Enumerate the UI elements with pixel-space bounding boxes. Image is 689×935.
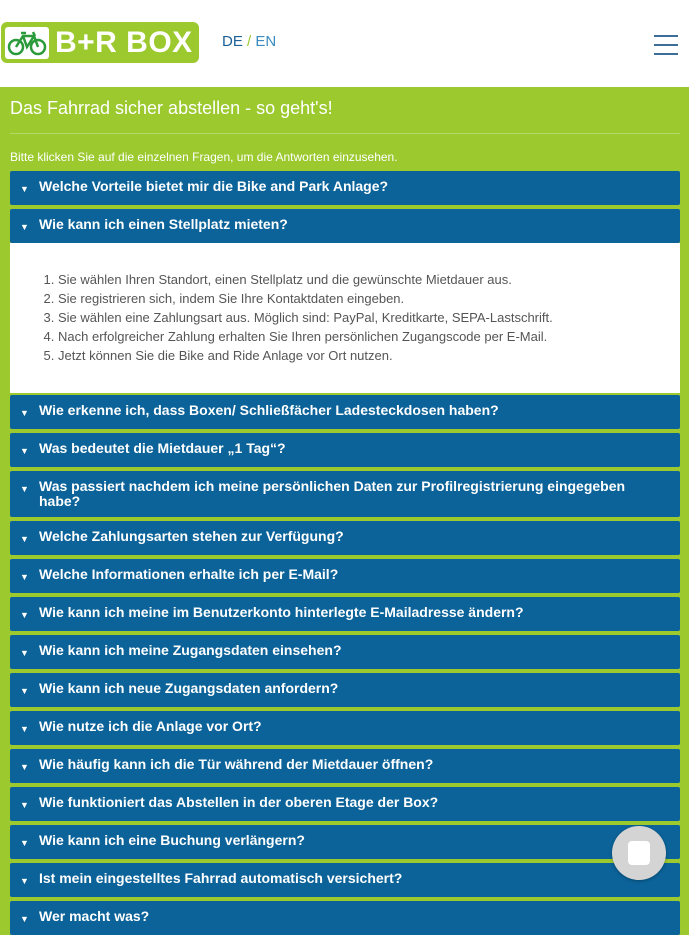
caret-down-icon: ▼ xyxy=(20,408,29,418)
faq-question-label: Wie nutze ich die Anlage vor Ort? xyxy=(39,718,262,734)
caret-down-icon: ▼ xyxy=(20,534,29,544)
faq-question[interactable] xyxy=(10,597,680,631)
caret-down-icon: ▼ xyxy=(20,648,29,658)
faq-section xyxy=(0,87,689,935)
faq-question[interactable] xyxy=(10,471,680,517)
faq-question[interactable] xyxy=(10,787,680,821)
faq-question-label: Welche Informationen erhalte ich per E-Mail? xyxy=(39,566,339,582)
faq-question[interactable] xyxy=(10,171,680,205)
faq-question-label: Wie kann ich neue Zugangsdaten anfordern? xyxy=(39,680,339,696)
faq-question-label: Welche Zahlungsarten stehen zur Verfügung? xyxy=(39,528,344,544)
caret-down-icon: ▼ xyxy=(20,184,29,194)
logo-text: B+R BOX xyxy=(55,25,193,59)
faq-question[interactable] xyxy=(10,635,680,669)
answer-step: 5. Jetzt können Sie die Bike and Ride Anlage vor Ort nutzen. xyxy=(58,346,680,365)
faq-question[interactable] xyxy=(10,749,680,783)
answer-steps xyxy=(58,270,680,365)
logo[interactable] xyxy=(1,22,199,63)
faq-question-label: Wie kann ich einen Stellplatz mieten? xyxy=(39,216,288,232)
language-switcher xyxy=(222,33,276,50)
caret-down-icon: ▼ xyxy=(20,914,29,924)
faq-question[interactable] xyxy=(10,433,680,467)
faq-question[interactable] xyxy=(10,825,680,859)
caret-down-icon: ▼ xyxy=(20,610,29,620)
faq-question-label: Ist mein eingestelltes Fahrrad automatisch versichert? xyxy=(39,870,403,886)
answer-step: 3. Sie wählen eine Zahlungsart aus. Möglich sind: PayPal, Kreditkarte, SEPA-Lastschrift. xyxy=(58,308,680,327)
chat-button[interactable] xyxy=(612,826,666,880)
faq-question-label: Wie erkenne ich, dass Boxen/ Schließfächer Ladesteckdosen haben? xyxy=(39,402,499,418)
faq-question-label: Wie funktioniert das Abstellen in der oberen Etage der Box? xyxy=(39,794,439,810)
caret-down-icon: ▼ xyxy=(20,838,29,848)
page-title: Das Fahrrad sicher abstellen - so geht's! xyxy=(10,98,333,118)
faq-question-label: Wie kann ich meine im Benutzerkonto hinterlegte E-Mailadresse ändern? xyxy=(39,604,524,620)
faq-question[interactable] xyxy=(10,673,680,707)
caret-down-icon: ▼ xyxy=(20,572,29,582)
chat-icon xyxy=(628,841,650,865)
faq-list xyxy=(10,171,680,935)
caret-down-icon: ▼ xyxy=(20,484,29,494)
caret-down-icon: ▼ xyxy=(20,876,29,886)
caret-down-icon: ▼ xyxy=(20,686,29,696)
faq-answer xyxy=(10,243,680,393)
lang-en[interactable]: EN xyxy=(255,33,277,50)
divider xyxy=(10,133,680,134)
faq-question[interactable] xyxy=(10,209,680,243)
faq-question[interactable] xyxy=(10,395,680,429)
faq-question[interactable] xyxy=(10,711,680,745)
caret-down-icon: ▼ xyxy=(20,724,29,734)
faq-question[interactable] xyxy=(10,521,680,555)
header xyxy=(0,0,689,87)
faq-question-label: Wie kann ich eine Buchung verlängern? xyxy=(39,832,305,848)
faq-question[interactable] xyxy=(10,901,680,935)
faq-question-label: Wie häufig kann ich die Tür während der Mietdauer öffnen? xyxy=(39,756,434,772)
answer-step: 4. Nach erfolgreicher Zahlung erhalten Sie Ihren persönlichen Zugangscode per E-Mail. xyxy=(58,327,680,346)
intro-text: Bitte klicken Sie auf die einzelnen Fragen, um die Antworten einzusehen. xyxy=(10,150,398,164)
answer-step: 2. Sie registrieren sich, indem Sie Ihre Kontaktdaten eingeben. xyxy=(58,289,680,308)
faq-question-label: Wer macht was? xyxy=(39,908,150,924)
lang-separator: / xyxy=(247,33,252,50)
answer-step: 1. Sie wählen Ihren Standort, einen Stellplatz und die gewünschte Mietdauer aus. xyxy=(58,270,680,289)
hamburger-menu-icon[interactable] xyxy=(654,35,678,55)
caret-down-icon: ▼ xyxy=(20,446,29,456)
caret-down-icon: ▼ xyxy=(20,762,29,772)
caret-down-icon: ▼ xyxy=(20,800,29,810)
faq-question-label: Was bedeutet die Mietdauer „1 Tag“? xyxy=(39,440,286,456)
faq-question[interactable] xyxy=(10,863,680,897)
faq-question-label: Welche Vorteile bietet mir die Bike and Park Anlage? xyxy=(39,178,389,194)
bicycle-icon xyxy=(5,27,49,59)
faq-question[interactable] xyxy=(10,559,680,593)
faq-question-label: Wie kann ich meine Zugangsdaten einsehen? xyxy=(39,642,342,658)
caret-down-icon: ▼ xyxy=(20,222,29,232)
lang-de[interactable]: DE xyxy=(222,33,243,50)
faq-question-label: Was passiert nachdem ich meine persönlichen Daten zur Profilregistrierung eingegeben habe? xyxy=(39,478,626,509)
